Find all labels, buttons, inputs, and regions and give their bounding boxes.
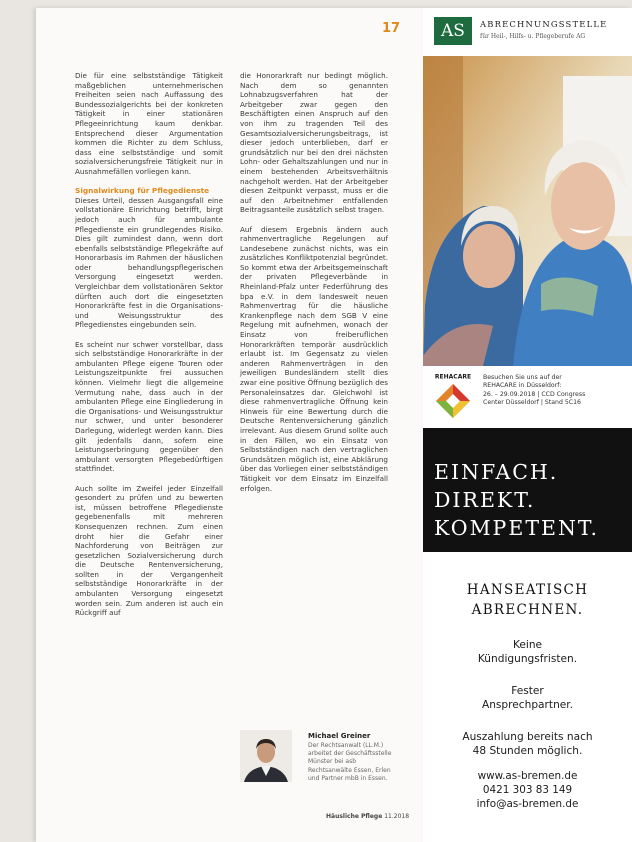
article-paragraph: Auf diesem Ergebnis ändern auch rahmenvertragliche Regelungen auf Landesebene zunächst nichts, was ein zusätzliches Konfliktpotenzial begründet. So kommt etwa der Arbeitsgemeinschaft der privaten Pflegeverbände in Rheinland-Pfalz unter Federführung des bpa e.V. in dem landesweit neuen Rahmenvertrag für die häusliche Krankenpflege nach dem SGB V eine Regelung mit aufnehmen, wonach der Einsatz von freiberuflichen Honorarkräften temporär ausdrücklich erlaubt ist. Im Gegensatz zu vielen anderen Rahmenverträgen in den jeweiligen Bundesländern stellt dies zwar eine positive Öffnung bezüglich des Personaleinsatzes dar. Gleichwohl ist diese rahmenvertragliche Öffnung kein Hinweis für eine Bewertung durch die Deutsche Rentenversicherung gänzlich irrelevant. Aus diesem Grund sollte auch in den Fällen, wo ein Einsatz von Selbstständigen nach den vertraglichen Grundsätzen möglich ist, eine Abklärung über das Vorliegen einer selbstständigen Tätigkeit vor dem Einsatz im Einzelfall erfolgen. bbox=[240, 224, 388, 493]
benefit-line: Auszahlung bereits nach bbox=[462, 731, 593, 743]
article-subheading: Signalwirkung für Pflegedienste bbox=[75, 186, 210, 196]
footer-issue: 11.2018 bbox=[384, 813, 410, 820]
benefit-line: Fester bbox=[511, 685, 544, 697]
author-photo bbox=[240, 730, 292, 782]
author-name: Michael Greiner bbox=[308, 732, 371, 740]
slogan-line: DIREKT. bbox=[434, 488, 536, 512]
ad-headline bbox=[423, 580, 632, 620]
slogan-banner bbox=[423, 428, 632, 552]
benefit-item bbox=[423, 684, 632, 712]
author-bio: Der Rechtsanwalt (LL.M.) arbeitet der Geschäftsstelle Münster bei asb Rechtsanwälte Essen, Erlen und Partner mbB in Essen. bbox=[308, 742, 392, 782]
company-tagline: für Heil-, Hilfs- u. Pflegeberufe AG bbox=[480, 33, 586, 40]
article-paragraph: Die für eine selbstständige Tätigkeit maßgeblichen unternehmerischen Freiheiten seien nach Auffassung des Bundessozialgerichts bei der konkreten Tätigkeit in einer stationären Pflegeeinrichtung kaum denkbar. Entsprechend dieser Argumentation kommen die Richter zu dem Schluss, dass eine selbstständige und somit sozialversicherungsfreie Tätigkeit nur in Ausnahmefällen vorliegen kann. bbox=[75, 71, 223, 176]
advertisement bbox=[423, 8, 632, 842]
article-column-1 bbox=[75, 71, 223, 627]
footer-publication: Häusliche Pflege bbox=[326, 813, 383, 820]
benefits-block bbox=[423, 552, 632, 758]
company-name: ABRECHNUNGSSTELLE bbox=[480, 19, 608, 29]
article-paragraph: Auch sollte im Zweifel jeder Einzelfall gesondert zu prüfen und zu bewerten ist, müssen betroffene Pflegedienste gegebenenfalls mit mehreren Konsequenzen rechnen. Zum einen droht hier die Gefahr einer Nachforderung von Beiträgen zur gesetzlichen Sozialversicherung durch die Deutsche Rentenversicherung, sollten in der Vergangenheit selbstständige Honorarkräfte in der ambulanten Versorgung eingesetzt worden sein. Zum anderen ist auch ein Rückgriff auf bbox=[75, 483, 223, 618]
rehacare-notice bbox=[423, 366, 632, 428]
article-paragraph: die Honorarkraft nur bedingt möglich. Nach dem so genannten Lohnabzugsverfahren hat der Arbeitgeber zwar gegen den Beschäftigten einen Anspruch auf den von ihm zu tragenden Teil des Gesamtsozialversicherungsbeitrags, ist dieser jedoch unterblieben, darf er grundsätzlich nur bei den drei nächsten Lohn- oder Gehaltszahlungen und nur in einem bestehenden Arbeitsverhältnis nachgeholt werden. Hat der Arbeitgeber diesen Zeitpunkt verpasst, muss er die auf den Arbeitnehmer entfallenden Beitragsanteile zusätzlich selbst tragen. bbox=[240, 71, 388, 215]
as-logo: AS bbox=[434, 17, 472, 45]
email-link[interactable]: info@as-bremen.de bbox=[476, 798, 579, 810]
rehacare-line: Center Düsseldorf | Stand 5C16 bbox=[483, 398, 581, 406]
rehacare-logo bbox=[433, 372, 473, 422]
benefit-line: Keine bbox=[512, 639, 543, 651]
headline-line: HANSEATISCH bbox=[466, 582, 589, 598]
article-paragraph: Dieses Urteil, dessen Ausgangsfall eine vollstationäre Einrichtung betrifft, birgt jedoch auch für ambulante Pflegedienste ein grundlegendes Risiko. Dies gilt zumindest dann, wenn dort ebenfalls selbstständige Pflegekräfte auf Honorarbasis im Rahmen der häuslichen oder behandlungspflegerischen Versorgung eingesetzt werden. Vergleichbar dem vollstationären Sektor dürften auch dort die eingesetzten Honorarkräfte fest in die Organisations- und Weisungsstruktur des Pflegedienstes eingebunden sein. bbox=[75, 195, 223, 330]
rehacare-line: REHACARE in Düsseldorf: bbox=[483, 382, 562, 390]
headline-line: ABRECHNEN. bbox=[471, 602, 584, 618]
contact-block bbox=[423, 769, 632, 811]
seniors-laughing-photo bbox=[423, 56, 632, 366]
benefit-line: 48 Stunden möglich. bbox=[472, 745, 583, 757]
rehacare-line: 26. – 29.09.2018 | CCD Congress bbox=[483, 390, 586, 398]
slogan-line: KOMPETENT. bbox=[434, 516, 600, 540]
article-column-2 bbox=[240, 71, 388, 503]
rehacare-logo-text: REHACARE bbox=[434, 373, 472, 381]
rehacare-text bbox=[483, 374, 629, 407]
page-footer bbox=[326, 813, 409, 820]
slogan-line: EINFACH. bbox=[434, 460, 559, 484]
rehacare-line: Besuchen Sie uns auf der bbox=[483, 374, 562, 381]
benefit-line: Ansprechpartner. bbox=[481, 699, 574, 711]
benefit-line: Kündigungsfristen. bbox=[477, 653, 578, 665]
benefit-item bbox=[423, 638, 632, 666]
benefit-item bbox=[423, 730, 632, 758]
phone-number: 0421 303 83 149 bbox=[482, 784, 573, 796]
ad-header bbox=[423, 8, 632, 56]
article-paragraph: Es scheint nur schwer vorstellbar, dass sich selbstständige Honorarkräfte in der ambulanten Pflege eigene Touren oder Leistungszeitpunkte frei aussuchen können. Vielmehr liegt die allgemeine Vermutung nahe, dass auch in der ambulanten Pflege eine Eingliederung in die Organisations- und Weisungsstruktur nur schwer, und unter besonderer Darlegung, widerlegt werden kann. Dies gilt jedenfalls dann, sofern eine Leistungserbringung gegenüber den ambulant versorgten Pflegebedürftigen stattfindet. bbox=[75, 339, 223, 474]
website-link[interactable]: www.as-bremen.de bbox=[477, 770, 578, 782]
page-number: 17 bbox=[382, 21, 401, 36]
